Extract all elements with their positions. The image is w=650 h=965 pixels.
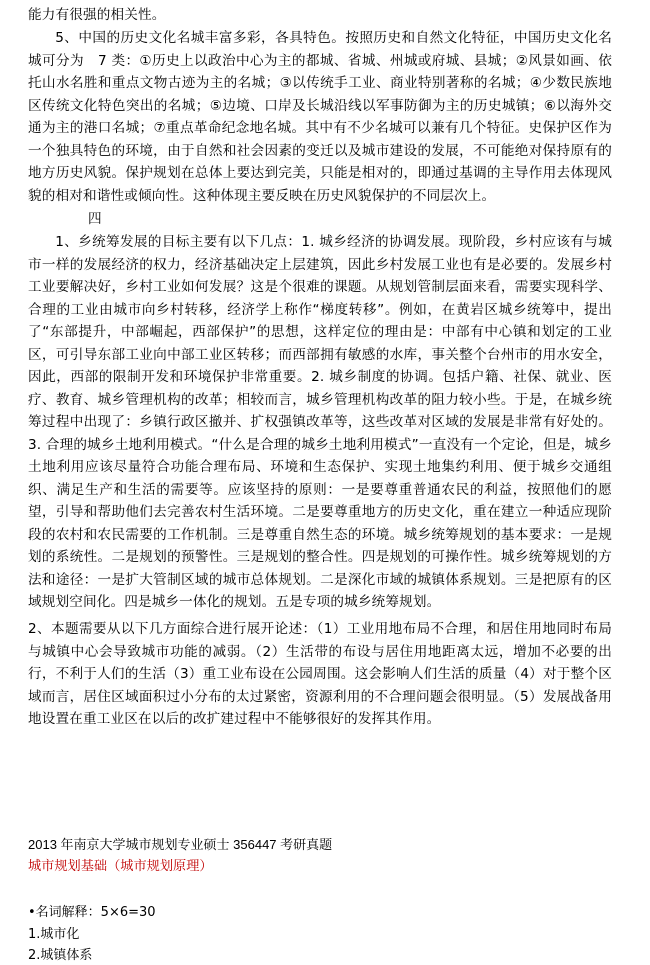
paragraph-historic-cities: 5、中国的历史文化名城丰富多彩，各具特色。按照历史和自然文化特征，中国历史文化名城可分为 7 类：①历史上以政治中心为主的都城、省城、州城或府城、县城；②风景如画、依托山水名胜和重点文物古迹为主的名城；③以传统手工业、商业特别著称的名城；④少数民族地区传统文化特色突出的名城；⑤边境、口岸及长城沿线以军事防御为主的历史城镇；⑥以海外交通为主的港口名城；⑦重点革命纪念地名城。其中有不少名城可以兼有几个特征。史保护区作为一个独具特色的环境，由于自然和社会因素的变迁以及城市建设的发展，不可能绝对保持原有的地方历史风貌。保护规划在总体上要达到完美，只能是相对的，即通过基调的主导作用去体现风貌的相对和谐性或倾向性。这种体现主要反映在历史风貌保护的不同层次上。 xyxy=(28,30,612,204)
question-item: 2.城镇体系 xyxy=(28,948,93,963)
question-item: 1.城市化 xyxy=(28,927,80,942)
section-number-four: 四 xyxy=(88,211,102,227)
question-section-header: •名词解释：5×6=30 xyxy=(28,905,156,920)
paragraph-continuation: 能力有很强的相关性。 xyxy=(28,7,166,23)
exam-subject: 城市规划基础（城市规划原理） xyxy=(28,859,213,874)
paragraph-land-use-analysis: 2、本题需要从以下几方面综合进行展开论述：（1）工业用地布局不合理，和居住用地同时布局与城镇中心会导致城市功能的减弱。（2）生活带的布设与居住用地距离太远，增加不必要的出行，不利于人们的生活（3）重工业布设在公园周围。这会影响人们生活的质量（4）对于整个区域而言，居住区域面积过小分布的太过紧密，资源利用的不合理问题会很明显。（5）发展战备用地设置在重工业区在以后的改扩建过程中不能够很好的发挥其作用。 xyxy=(28,621,612,727)
paragraph-urban-rural-coordination: 1、乡统筹发展的目标主要有以下几点：1. 城乡经济的协调发展。现阶段，乡村应该有与城市一样的发展经济的权力，经济基础决定上层建筑，因此乡村发展工业也有是必要的。发展乡村工业要解决好，乡村工业如何发展？这是个很难的课题。从规划管制层面来看，需要实现科学、合理的工业由城市向乡村转移，经济学上称作“梯度转移”。例如，在黄岩区城乡统筹中，提出了“东部提升，中部崛起，西部保护”的思想，这样定位的理由是：中部有中心镇和划定的工业区，可引导东部工业向中部工业区转移；而西部拥有敏感的水库，事关整个台州市的用水安全，因此，西部的限制开发和环境保护非常重要。2. 城乡制度的协调。包括户籍、社保、就业、医疗、教育、城乡管理机构的改革；相较而言，城乡管理机构改革的阻力较小些。于是，在城乡统筹过程中出现了：乡镇行政区撤并、扩权强镇改革等，这些改革对区域的发展是非常有好处的。3. 合理的城乡土地利用模式。“什么是合理的城乡土地利用模式”一直没有一个定论，但是，城乡土地利用应该尽量符合功能合理布局、环境和生态保护、实现土地集约利用、便于城乡交通组织、满足生产和生活的需要等。应该坚持的原则：一是要尊重普通农民的利益，按照他们的愿望，引导和帮助他们去完善农村生活环境。二是要尊重地方的历史文化，重在建立一种适应现阶段的农村和农民需要的工作机制。三是尊重自然生态的环境。城乡统筹规划的基本要求：一是规划的系统性。二是规划的预警性。三是规划的整合性。四是规划的可操作性。城乡统筹规划的方法和途径：一是扩大管制区域的城市总体规划。二是深化市域的城镇体系规划。三是把原有的区域规划空间化。四是城乡一体化的规划。五是专项的城乡统筹规划。 xyxy=(28,234,612,610)
exam-title: 2013 年南京大学城市规划专业硕士 356447 考研真题 xyxy=(28,837,333,852)
